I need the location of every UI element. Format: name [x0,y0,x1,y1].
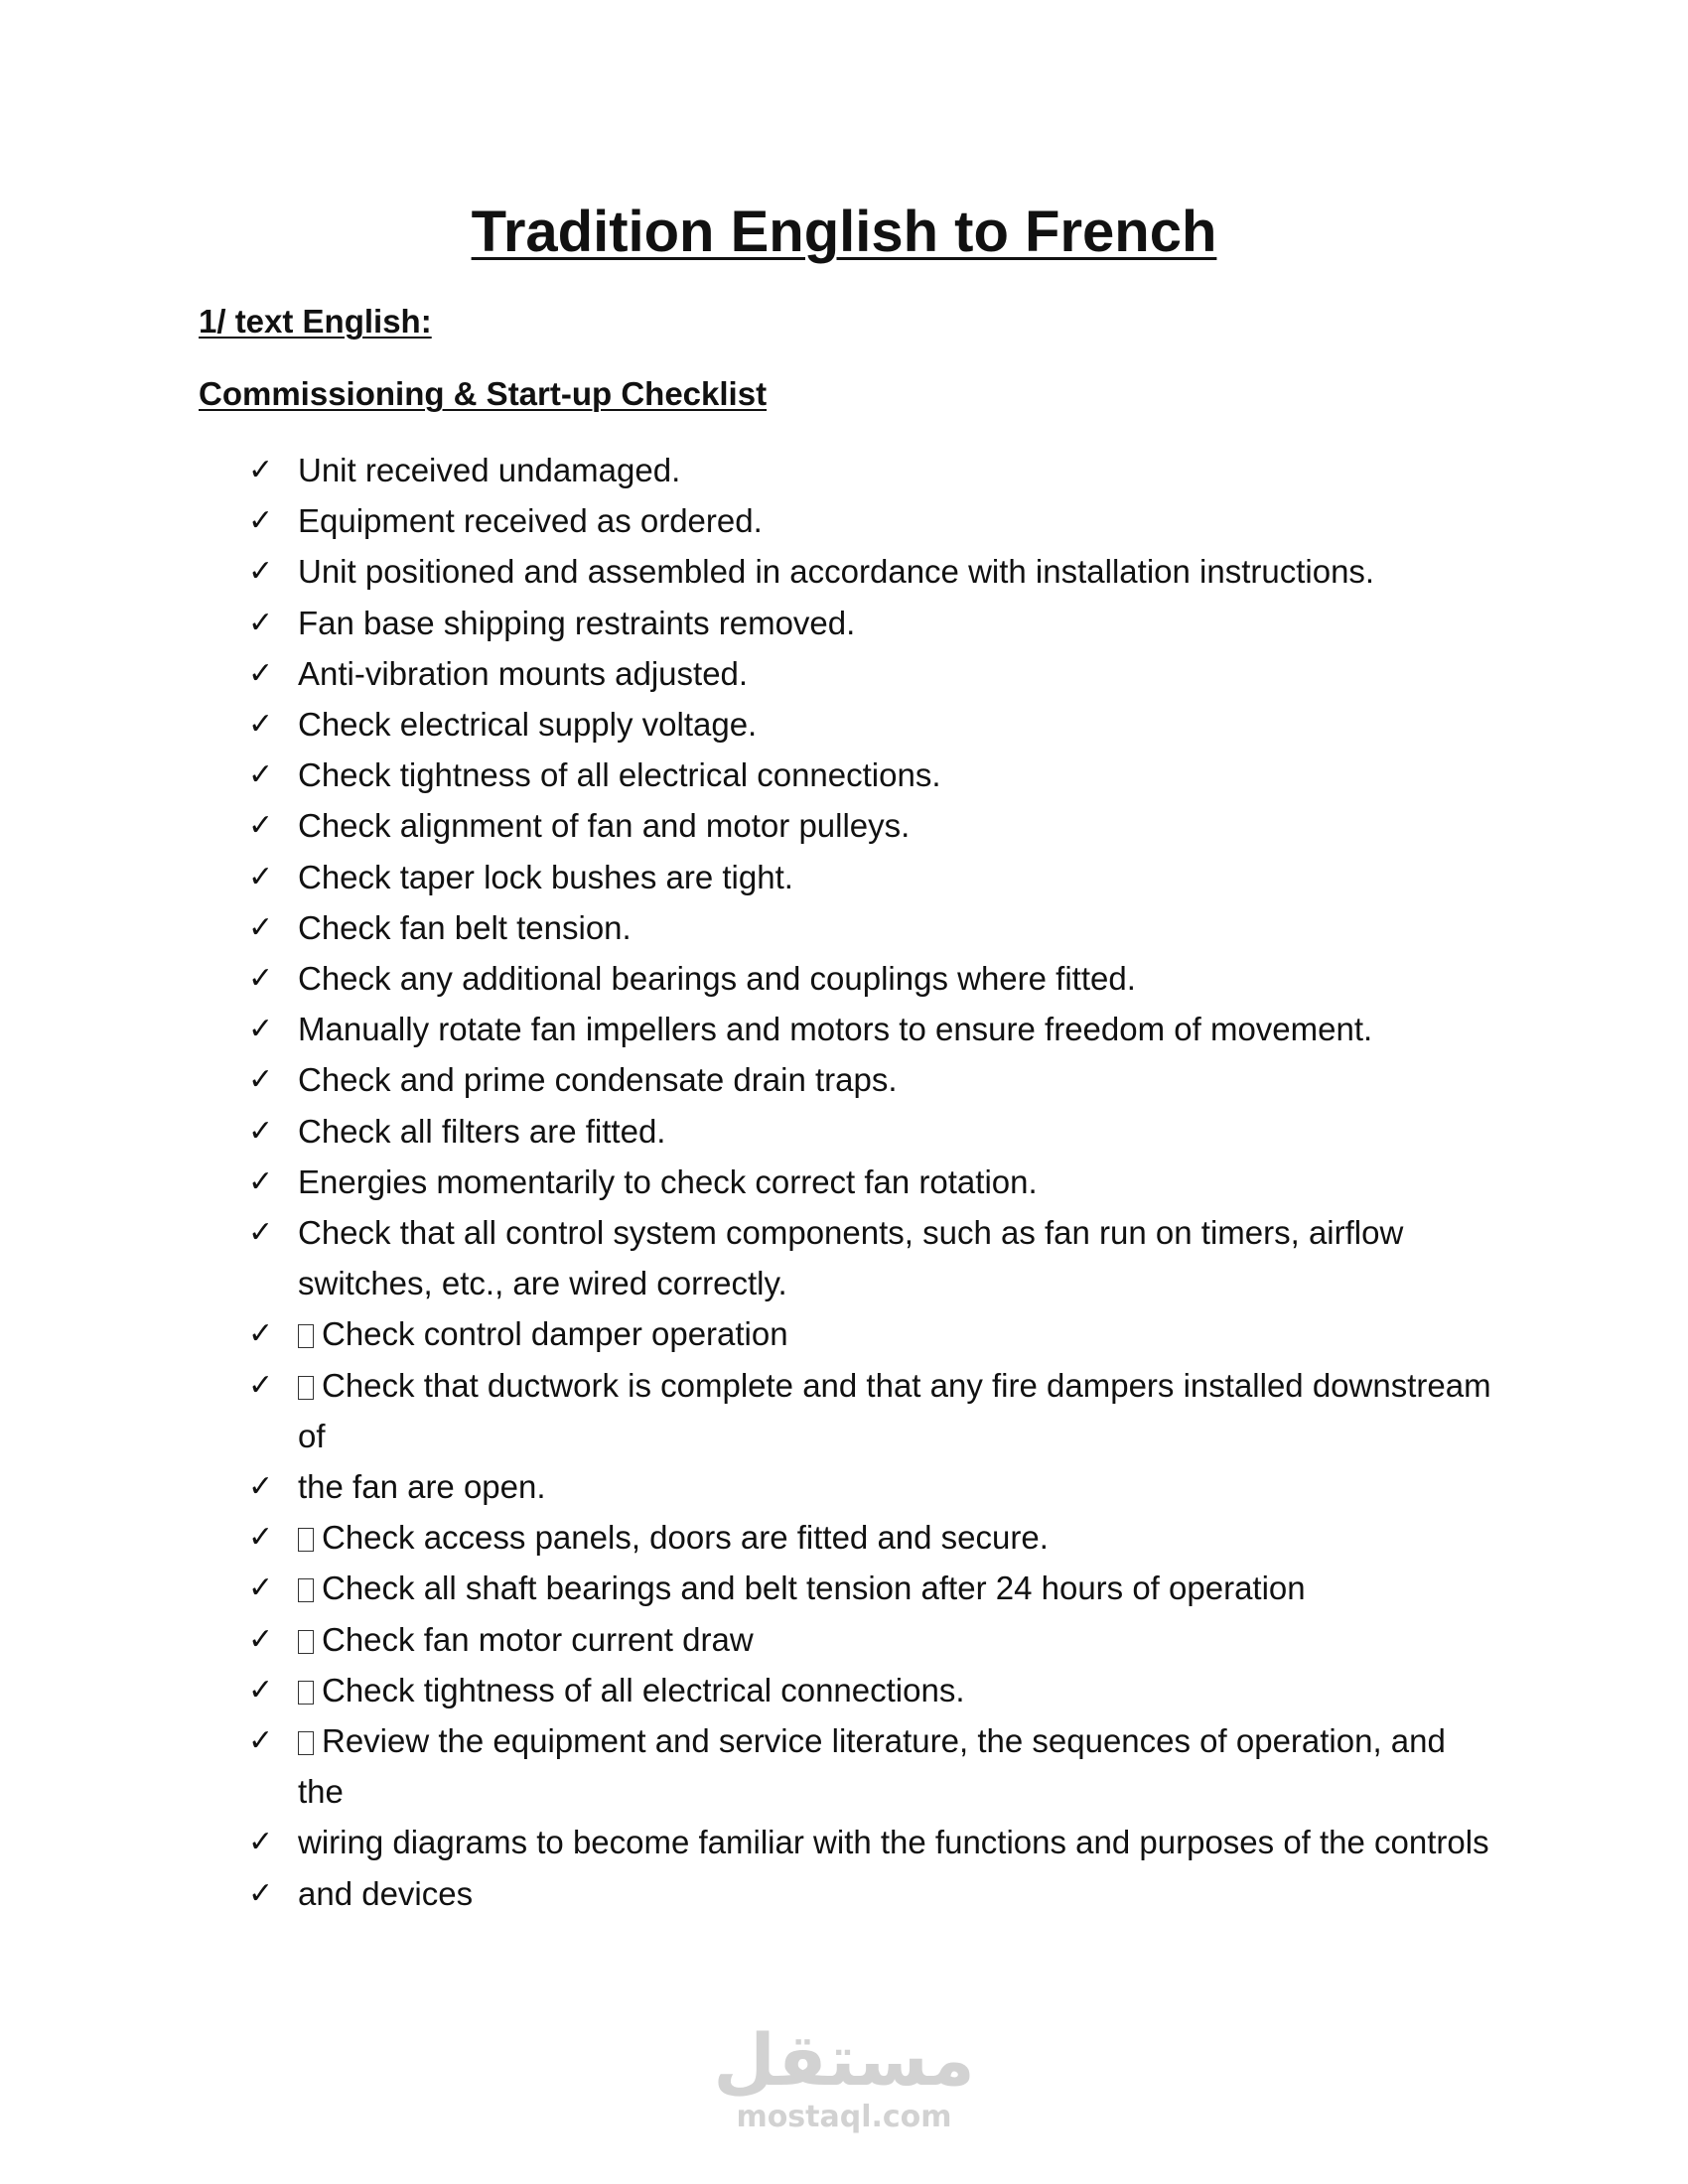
checklist-item-body [298,1054,1499,1105]
checkmark-icon: ✓ [248,1316,274,1352]
checklist-item-body [298,1207,1499,1308]
checkmark-icon: ✓ [248,1215,274,1251]
checkmark-icon: ✓ [248,808,274,844]
checklist-item-text: Check taper lock bushes are tight. [298,858,793,895]
checklist-item [248,1106,1499,1157]
checklist-item-body [298,953,1499,1004]
checkmark-icon: ✓ [248,1012,274,1047]
checklist-item [248,1157,1499,1207]
checkmark-icon: ✓ [248,1570,274,1606]
checklist-item-text: Check that ductwork is complete and that any fire dampers installed downstream of [298,1366,1491,1454]
checkmark-icon: ✓ [248,1621,274,1657]
missing-glyph-box-icon [298,1681,314,1705]
checklist-item-text: Check that all control system components, such as fan run on timers, airflow switches, etc., are wired correctly. [298,1214,1404,1302]
checkmark-icon: ✓ [248,1520,274,1556]
checkmark-icon: ✓ [248,655,274,691]
checklist-item-text: Check tightness of all electrical connections. [298,756,941,794]
checkmark-icon: ✓ [248,1875,274,1911]
checklist-item-text: Anti-vibration mounts adjusted. [298,654,749,692]
checklist-item [248,1004,1499,1054]
missing-glyph-box-icon [298,1376,314,1400]
checklist-item-text: Check tightness of all electrical connections. [322,1671,965,1708]
checklist-item-body [298,1360,1499,1461]
checklist-item-text: Equipment received as ordered. [298,502,763,540]
checkmark-icon: ✓ [248,1469,274,1505]
checklist-item-body [298,902,1499,953]
checkmark-icon: ✓ [248,757,274,793]
checklist-item-body [298,598,1499,648]
checklist-item [248,1054,1499,1105]
checklist-item-text: Check all filters are fitted. [298,1112,666,1150]
checklist-item [248,445,1499,495]
checklist-item-body [298,699,1499,750]
checklist-item-text: Check all shaft bearings and belt tension after 24 hours of operation [322,1570,1306,1607]
checkmark-icon: ✓ [248,909,274,945]
checkmark-icon: ✓ [248,554,274,590]
checklist-item-body [298,1004,1499,1054]
checklist-item [248,1461,1499,1512]
checklist-item-body [298,1563,1499,1613]
checklist-heading: Commissioning & Start-up Checklist [199,375,768,412]
checklist-item [248,902,1499,953]
watermark-site: mostaql.com [736,2100,952,2134]
checklist-item-body [298,800,1499,851]
checklist-item-text: wiring diagrams to become familiar with the functions and purposes of the controls [298,1824,1489,1861]
checklist-item-body [298,1157,1499,1207]
missing-glyph-box-icon [298,1630,314,1654]
checkmark-icon: ✓ [248,1723,274,1759]
checklist-item [248,1563,1499,1613]
checkmark-icon: ✓ [248,503,274,539]
checklist-item-text: Unit positioned and assembled in accordance with installation instructions. [298,553,1375,591]
checkmark-icon: ✓ [248,1825,274,1860]
checklist-item-text: Check fan belt tension. [298,908,632,946]
checkmark-icon: ✓ [248,1367,274,1403]
missing-glyph-box-icon [298,1578,314,1602]
checklist-item-text: the fan are open. [298,1468,546,1506]
watermark-logo: مستقل [713,2018,975,2102]
checklist-item-body [298,1512,1499,1563]
checklist-item [248,1308,1499,1359]
checklist-item [248,546,1499,597]
checklist-item-body [298,852,1499,902]
checkmark-icon: ✓ [248,961,274,997]
checklist-item-text: Check electrical supply voltage. [298,706,758,744]
checklist-item-body [298,648,1499,699]
checklist-item [248,1665,1499,1715]
checkmark-icon: ✓ [248,707,274,743]
checklist-item [248,1614,1499,1665]
checkmark-icon: ✓ [248,1113,274,1149]
checklist-item [248,1715,1499,1817]
checklist-item-text: Fan base shipping restraints removed. [298,604,856,641]
checklist-item-body [298,1817,1499,1867]
checklist-item-text: Check fan motor current draw [322,1620,754,1658]
checkmark-icon: ✓ [248,1163,274,1199]
checklist-item [248,598,1499,648]
document-title [0,199,1688,265]
checklist-item-text: Check control damper operation [322,1315,788,1353]
checklist-item-body [298,1614,1499,1665]
checklist-item-text: and devices [298,1874,474,1912]
checklist-item-text: Manually rotate fan impellers and motors to ensure freedom of movement. [298,1011,1373,1048]
missing-glyph-box-icon [298,1528,314,1552]
checklist-item-text: Check access panels, doors are fitted and secure. [322,1519,1049,1557]
checklist-item-text: Review the equipment and service literature, the sequences of operation, and the [298,1722,1446,1811]
missing-glyph-box-icon [298,1324,314,1348]
checklist-item-body [298,495,1499,546]
checklist-item [248,648,1499,699]
checklist-item-text: Energies momentarily to check correct fan rotation. [298,1162,1038,1200]
checklist-item-body [298,445,1499,495]
checklist-item-body [298,1461,1499,1512]
checklist-item [248,1207,1499,1308]
checklist-item-body [298,546,1499,597]
checkmark-icon: ✓ [248,1672,274,1707]
checklist-item-text: Check alignment of fan and motor pulleys. [298,807,911,845]
checklist-item [248,750,1499,800]
checklist-item [248,852,1499,902]
checklist-item-body [298,750,1499,800]
checklist-item [248,1360,1499,1461]
checklist [248,445,1499,1919]
checklist-item [248,1817,1499,1867]
checkmark-icon: ✓ [248,1062,274,1098]
section-heading: 1/ text English: [199,303,432,340]
checklist-item [248,1512,1499,1563]
checkmark-icon: ✓ [248,859,274,894]
checkmark-icon: ✓ [248,605,274,640]
checklist-item-text: Unit received undamaged. [298,452,681,488]
checklist-item [248,495,1499,546]
checklist-item [248,953,1499,1004]
checklist-item-body [298,1308,1499,1359]
watermark [0,2020,1688,2135]
document-title-text: Tradition English to French [471,200,1217,264]
checkmark-icon: ✓ [248,453,274,487]
checklist-item-body [298,1715,1499,1817]
checklist-item-text: Check and prime condensate drain traps. [298,1061,898,1099]
missing-glyph-box-icon [298,1731,314,1755]
checklist-item-text: Check any additional bearings and couplings where fitted. [298,960,1136,998]
checklist-item [248,1868,1499,1919]
checklist-item-body [298,1106,1499,1157]
checklist-item [248,800,1499,851]
checklist-item [248,699,1499,750]
checklist-item-body [298,1868,1499,1919]
checklist-item-body [298,1665,1499,1715]
